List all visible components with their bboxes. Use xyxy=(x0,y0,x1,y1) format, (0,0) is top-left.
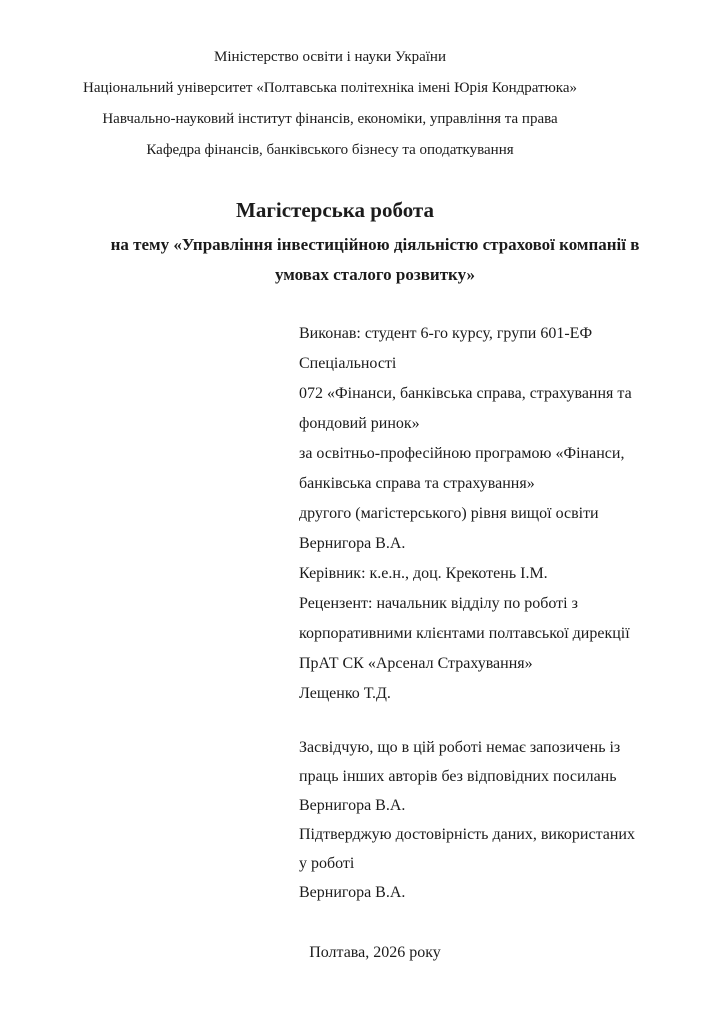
ministry-line: Міністерство освіти і науки України xyxy=(213,49,446,65)
performed-by-line: Виконав: студент 6-го курсу, групи 601-ЕФ xyxy=(299,325,593,342)
declaration-line-1: Засвідчую, що в цій роботі немає запозичень із xyxy=(299,739,621,756)
degree-level-line: другого (магістерського) рівня вищої освіти xyxy=(299,505,599,522)
declaration-line-2: праць інших авторів без відповідних посилань xyxy=(299,768,617,785)
topic-line-2: умовах сталого розвитку» xyxy=(274,265,476,284)
institute-line: Навчально-науковий інститут фінансів, економіки, управління та права xyxy=(102,111,558,127)
thesis-title xyxy=(62,193,608,228)
author-name-line: Вернигора В.А. xyxy=(299,535,406,552)
specialty-code-line: 072 «Фінанси, банківська справа, страхування та xyxy=(299,385,632,402)
declaration-signature-2: Вернигора В.А. xyxy=(299,884,406,901)
reviewer-line-1: Рецензент: начальник відділу по роботі з xyxy=(299,595,578,612)
work-type-title: Магістерська робота xyxy=(236,198,434,222)
reviewer-name-line: Лещенко Т.Д. xyxy=(299,685,391,702)
city-year-line: Полтава, 2026 року xyxy=(309,944,441,961)
specialty-code-line-2: фондовий ринок» xyxy=(299,415,420,432)
declaration-line-3: Підтверджую достовірність даних, використаних xyxy=(299,826,635,843)
declaration-signature-1: Вернигора В.А. xyxy=(299,797,406,814)
department-line: Кафедра фінансів, банківського бізнесу та оподаткування xyxy=(146,142,514,158)
reviewer-line-2: корпоративними клієнтами полтавської дирекції xyxy=(299,625,630,642)
program-line-2: банківська справа та страхування» xyxy=(299,475,535,492)
city-year-footer xyxy=(92,941,658,965)
specialty-label-line: Спеціальності xyxy=(299,355,397,372)
reviewer-line-3: ПрАТ СК «Арсенал Страхування» xyxy=(299,655,533,672)
supervisor-line: Керівник: к.е.н., доц. Крекотень І.М. xyxy=(299,565,548,582)
program-line-1: за освітньо-професійною програмою «Фінанси, xyxy=(299,445,625,462)
originality-declaration xyxy=(299,733,669,907)
author-details xyxy=(299,319,669,709)
declaration-line-4: у роботі xyxy=(299,855,355,872)
thesis-topic xyxy=(92,230,658,290)
document-header xyxy=(62,42,598,166)
university-line: Національний університет «Полтавська політехніка імені Юрія Кондратюка» xyxy=(82,80,577,96)
topic-line-1: на тему «Управління інвестиційною діяльністю страхової компанії в xyxy=(110,235,640,254)
